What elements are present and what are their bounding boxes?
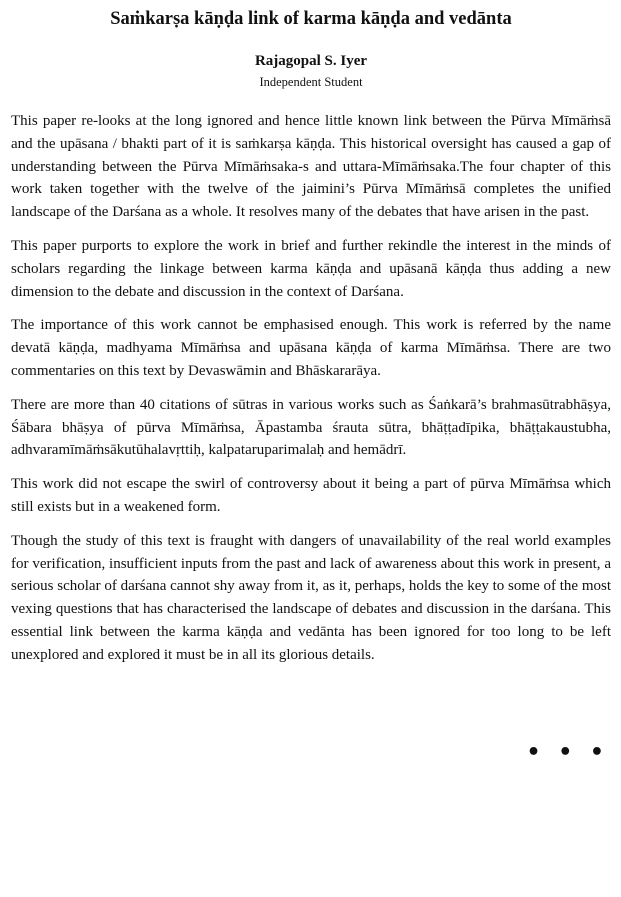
end-of-section-mark: • • • (526, 740, 609, 765)
author-name: Rajagopal S. Iyer (254, 53, 368, 69)
abstract-paragraph: The importance of this work cannot be emphasised enough. This work is referred by the name devatā kāṇḍa, madhyama Mīmāṁsa and upāsana kāṇḍa of karma Mīmāṁsa. There are two commentaries on this text by Devaswāmin and Bhāskararāya. (11, 317, 611, 379)
abstract-paragraph: This paper purports to explore the work in brief and further rekindle the interest in the minds of scholars regarding the linkage between karma kāṇḍa and upāsanā kāṇḍa thus adding a new dimension to the debate and discussion in the context of Darśana. (11, 237, 611, 300)
abstract-paragraph: There are more than 40 citations of sūtras in various works such as Śaṅkarā’s brahmasūtrabhāṣya, Śābara bhāṣya of pūrva Mīmāṁsa, Āpastamba śrauta sūtra, bhāṭṭadīpika, bhāṭṭakaustubha, adhvaramīmāṁsākutūhalavṛttiḥ, kalpataruparimalaḥ and hemādrī. (11, 396, 611, 459)
abstract-paragraph: This work did not escape the swirl of controversy about it being a part of pūrva Mīmāṁsa which still exists but in a weakened form. (11, 476, 611, 515)
abstract-paragraph: This paper re-looks at the long ignored and hence little known link between the Pūrva Mīmāṁsā and the upāsana / bhakti part of it is saṁkarṣa kāṇḍa. This historical oversight has caused a gap of understanding between the Pūrva Mīmāṁsaka-s and uttara-Mīmāṁsaka.The four chapter of this work taken together with the twelve of the jaimini’s Pūrva Mīmāṁsā completes the unified landscape of the Darśana as a whole. It resolves many of the debates that have arisen in the past. (11, 113, 611, 221)
author-affiliation: Independent Student (259, 75, 363, 89)
abstract-paragraph: Though the study of this text is fraught with dangers of unavailability of the real world examples for verification, insufficient inputs from the past and lack of awareness about this work in present, a serious scholar of darśana cannot shy away from it, as it, perhaps, holds the key to some of the most vexing questions that has characterised the landscape of debates and discussion in the darśana. This essential link between the karma kāṇḍa and vedānta has been ignored for too long to be left unexplored and explored it must be in all its glorious details. (11, 532, 611, 663)
paper-title: Saṁkarṣa kāṇḍa link of karma kāṇḍa and vedānta (110, 9, 512, 29)
